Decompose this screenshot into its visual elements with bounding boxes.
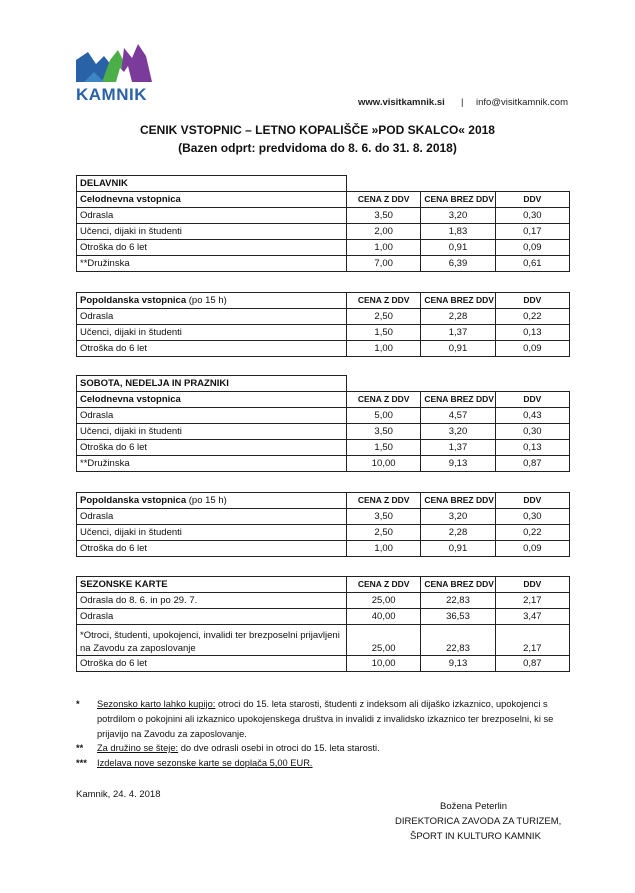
section-title: SEZONSKE KARTE bbox=[77, 577, 347, 593]
weekday-afternoon-table bbox=[76, 292, 570, 357]
ticket-type-label: Celodnevna vstopnica bbox=[77, 392, 347, 408]
col-vat: DDV bbox=[495, 493, 569, 509]
col-vat: DDV bbox=[495, 293, 569, 309]
footnote-text: otroci do 15. leta starosti, študenti z indeksom ali dijaško izkaznico, upokojenci s potrdilom o pokojnini ali izkaznico upokojenskega društva in invalidi z invalidsko izkaznico ter brezposelni, ki se prijavijo na Zavodu za zaposlovanje. bbox=[97, 699, 554, 739]
row-label: Otroška do 6 let bbox=[77, 656, 347, 672]
price-with-vat: 10,00 bbox=[347, 656, 421, 672]
price-without-vat: 22,83 bbox=[421, 625, 495, 656]
price-with-vat: 1,00 bbox=[347, 240, 421, 256]
price-with-vat: 25,00 bbox=[347, 625, 421, 656]
footnote-lead: Izdelava nove sezonske karte se doplača 5,00 EUR. bbox=[97, 758, 313, 768]
price-without-vat: 4,57 bbox=[421, 408, 495, 424]
price-with-vat: 25,00 bbox=[347, 593, 421, 609]
weekend-afternoon-table bbox=[76, 492, 570, 557]
vat-amount: 0,22 bbox=[495, 525, 569, 541]
contact-separator: | bbox=[461, 97, 464, 108]
price-without-vat: 0,91 bbox=[421, 341, 495, 357]
row-label: Učenci, dijaki in študenti bbox=[77, 424, 347, 440]
price-without-vat: 2,28 bbox=[421, 525, 495, 541]
vat-amount: 3,47 bbox=[495, 609, 569, 625]
col-price-without-vat: CENA BREZ DDV bbox=[421, 392, 495, 408]
price-without-vat: 1,83 bbox=[421, 224, 495, 240]
document-title: CENIK VSTOPNIC – LETNO KOPALIŠČE »POD SKALCO« 2018 bbox=[140, 123, 495, 137]
row-label: Odrasla bbox=[77, 509, 347, 525]
weekend-full-day-table bbox=[76, 375, 570, 472]
place-date: Kamnik, 24. 4. 2018 bbox=[76, 789, 161, 800]
vat-amount: 0,09 bbox=[495, 240, 569, 256]
footnote-mark: ** bbox=[76, 743, 84, 753]
col-price-without-vat: CENA BREZ DDV bbox=[421, 192, 495, 208]
table-row bbox=[77, 325, 570, 341]
section-title: DELAVNIK bbox=[77, 176, 347, 192]
price-without-vat: 3,20 bbox=[421, 424, 495, 440]
weekday-full-day-table bbox=[76, 175, 570, 272]
vat-amount: 0,13 bbox=[495, 440, 569, 456]
footnote-mark: * bbox=[76, 699, 80, 709]
section-title: SOBOTA, NEDELJA IN PRAZNIKI bbox=[77, 376, 347, 392]
col-price-with-vat: CENA Z DDV bbox=[347, 392, 421, 408]
price-without-vat: 2,28 bbox=[421, 309, 495, 325]
price-with-vat: 2,50 bbox=[347, 309, 421, 325]
price-with-vat: 1,50 bbox=[347, 440, 421, 456]
price-without-vat: 0,91 bbox=[421, 541, 495, 557]
vat-amount: 0,87 bbox=[495, 456, 569, 472]
vat-amount: 0,87 bbox=[495, 656, 569, 672]
row-label: Otroška do 6 let bbox=[77, 541, 347, 557]
col-price-with-vat: CENA Z DDV bbox=[347, 577, 421, 593]
price-without-vat: 9,13 bbox=[421, 656, 495, 672]
brand-name: KAMNIK bbox=[76, 85, 147, 104]
price-with-vat: 3,50 bbox=[347, 208, 421, 224]
price-with-vat: 3,50 bbox=[347, 424, 421, 440]
vat-amount: 0,17 bbox=[495, 224, 569, 240]
footnote-new-card-fee bbox=[76, 756, 576, 771]
vat-amount: 2,17 bbox=[495, 625, 569, 656]
price-without-vat: 22,83 bbox=[421, 593, 495, 609]
ticket-type-label: Popoldanska vstopnica (po 15 h) bbox=[77, 293, 347, 309]
footnote-family bbox=[76, 741, 576, 756]
price-without-vat: 9,13 bbox=[421, 456, 495, 472]
table-row bbox=[77, 525, 570, 541]
table-row bbox=[77, 656, 570, 672]
footnote-lead: Za družino se šteje: bbox=[97, 743, 179, 753]
col-price-with-vat: CENA Z DDV bbox=[347, 293, 421, 309]
vat-amount: 0,09 bbox=[495, 341, 569, 357]
price-with-vat: 2,50 bbox=[347, 525, 421, 541]
ticket-type-label: Popoldanska vstopnica (po 15 h) bbox=[77, 493, 347, 509]
table-row bbox=[77, 424, 570, 440]
price-with-vat: 7,00 bbox=[347, 256, 421, 272]
price-without-vat: 0,91 bbox=[421, 240, 495, 256]
row-label: Odrasla bbox=[77, 309, 347, 325]
price-with-vat: 5,00 bbox=[347, 408, 421, 424]
price-with-vat: 2,00 bbox=[347, 224, 421, 240]
footnote-lead: Sezonsko karto lahko kupijo: bbox=[97, 699, 216, 709]
table-row bbox=[77, 341, 570, 357]
season-tickets-table bbox=[76, 576, 570, 672]
table-row bbox=[77, 256, 570, 272]
table-row bbox=[77, 309, 570, 325]
col-vat: DDV bbox=[495, 392, 569, 408]
row-label: **Družinska bbox=[77, 456, 347, 472]
table-row bbox=[77, 440, 570, 456]
col-price-without-vat: CENA BREZ DDV bbox=[421, 293, 495, 309]
table-row bbox=[77, 625, 570, 656]
footnote-text: do dve odrasli osebi in otroci do 15. leta starosti. bbox=[178, 743, 380, 753]
table-row bbox=[77, 593, 570, 609]
table-row bbox=[77, 456, 570, 472]
row-label: Odrasla bbox=[77, 609, 347, 625]
table-row bbox=[77, 240, 570, 256]
price-with-vat: 40,00 bbox=[347, 609, 421, 625]
price-without-vat: 1,37 bbox=[421, 325, 495, 341]
row-label: Učenci, dijaki in študenti bbox=[77, 525, 347, 541]
row-label: Odrasla bbox=[77, 408, 347, 424]
price-without-vat: 3,20 bbox=[421, 208, 495, 224]
vat-amount: 0,09 bbox=[495, 541, 569, 557]
table-row bbox=[77, 408, 570, 424]
row-label: Odrasla do 8. 6. in po 29. 7. bbox=[77, 593, 347, 609]
row-label: Učenci, dijaki in študenti bbox=[77, 224, 347, 240]
row-label: Otroška do 6 let bbox=[77, 440, 347, 456]
mountain-logo-icon bbox=[76, 42, 156, 86]
col-price-with-vat: CENA Z DDV bbox=[347, 493, 421, 509]
price-with-vat: 3,50 bbox=[347, 509, 421, 525]
col-vat: DDV bbox=[495, 192, 569, 208]
footnote-mark: *** bbox=[76, 758, 87, 768]
row-label: *Otroci, študenti, upokojenci, invalidi ter brezposelni prijavljeni na Zavodu za zaposlovanje bbox=[77, 625, 347, 656]
vat-amount: 0,43 bbox=[495, 408, 569, 424]
price-with-vat: 10,00 bbox=[347, 456, 421, 472]
price-without-vat: 36,53 bbox=[421, 609, 495, 625]
vat-amount: 2,17 bbox=[495, 593, 569, 609]
document-subtitle: (Bazen odprt: predvidoma do 8. 6. do 31. 8. 2018) bbox=[178, 141, 457, 155]
row-label: Odrasla bbox=[77, 208, 347, 224]
price-without-vat: 3,20 bbox=[421, 509, 495, 525]
col-price-without-vat: CENA BREZ DDV bbox=[421, 493, 495, 509]
price-without-vat: 1,37 bbox=[421, 440, 495, 456]
row-label: Učenci, dijaki in študenti bbox=[77, 325, 347, 341]
col-price-without-vat: CENA BREZ DDV bbox=[421, 577, 495, 593]
price-with-vat: 1,00 bbox=[347, 541, 421, 557]
ticket-type-label: Celodnevna vstopnica bbox=[77, 192, 347, 208]
vat-amount: 0,30 bbox=[495, 208, 569, 224]
email-link[interactable]: info@visitkamnik.com bbox=[476, 97, 568, 108]
vat-amount: 0,22 bbox=[495, 309, 569, 325]
vat-amount: 0,13 bbox=[495, 325, 569, 341]
row-label: Otroška do 6 let bbox=[77, 240, 347, 256]
row-label: **Družinska bbox=[77, 256, 347, 272]
vat-amount: 0,30 bbox=[495, 509, 569, 525]
table-row bbox=[77, 541, 570, 557]
col-price-with-vat: CENA Z DDV bbox=[347, 192, 421, 208]
signatory-name: Božena Peterlin bbox=[440, 801, 508, 812]
signatory-title-line2: ŠPORT IN KULTURO KAMNIK bbox=[410, 831, 541, 842]
table-row bbox=[77, 609, 570, 625]
table-row bbox=[77, 208, 570, 224]
price-with-vat: 1,00 bbox=[347, 341, 421, 357]
price-with-vat: 1,50 bbox=[347, 325, 421, 341]
website-link[interactable]: www.visitkamnik.si bbox=[358, 97, 445, 108]
row-label: Otroška do 6 let bbox=[77, 341, 347, 357]
vat-amount: 0,30 bbox=[495, 424, 569, 440]
price-without-vat: 6,39 bbox=[421, 256, 495, 272]
footnote-season-ticket bbox=[76, 697, 576, 742]
table-row bbox=[77, 224, 570, 240]
signatory-title-line1: DIREKTORICA ZAVODA ZA TURIZEM, bbox=[395, 816, 562, 827]
col-vat: DDV bbox=[495, 577, 569, 593]
table-row bbox=[77, 509, 570, 525]
vat-amount: 0,61 bbox=[495, 256, 569, 272]
